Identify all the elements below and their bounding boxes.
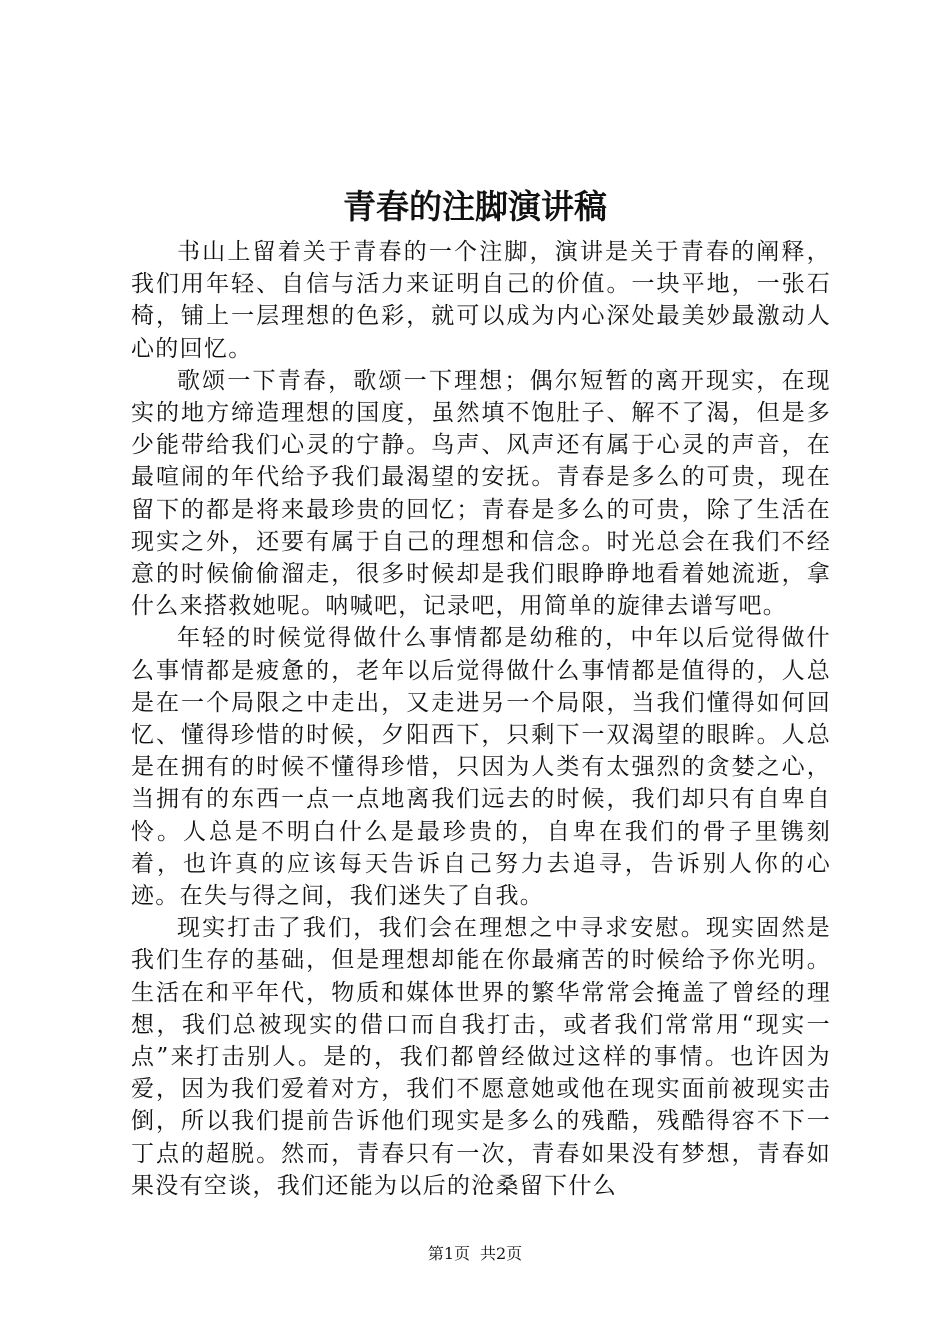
page-footer <box>0 1244 950 1264</box>
page-total: 共2页 <box>480 1244 523 1263</box>
document-body <box>131 236 831 1202</box>
paragraph: 现实打击了我们，我们会在理想之中寻求安慰。现实固然是我们生存的基础，但是理想却能在你最痛苦的时候给予你光明。生活在和平年代，物质和媒体世界的繁华常常会掩盖了曾经的理想，我们总被现实的借口而自我打击，或者我们常常用“现实一点”来打击别人。是的，我们都曾经做过这样的事情。也许因为爱，因为我们爱着对方，我们不愿意她或他在现实面前被现实击倒，所以我们提前告诉他们现实是多么的残酷，残酷得容不下一丁点的超脱。然而，青春只有一次，青春如果没有梦想，青春如果没有空谈，我们还能为以后的沧桑留下什么 <box>131 915 831 1199</box>
document-title: 青春的注脚演讲稿 <box>343 187 607 226</box>
paragraph: 年轻的时候觉得做什么事情都是幼稚的，中年以后觉得做什么事情都是疲惫的，老年以后觉得做什么事情都是值得的，人总是在一个局限之中走出，又走进另一个局限，当我们懂得如何回忆、懂得珍惜的时候，夕阳西下，只剩下一双渴望的眼眸。人总是在拥有的时候不懂得珍惜，只因为人类有太强烈的贪婪之心，当拥有的东西一点一点地离我们远去的时候，我们却只有自卑自怜。人总是不明白什么是最珍贵的，自卑在我们的骨子里镌刻着，也许真的应该每天告诉自己努力去追寻，告诉别人你的心迹。在失与得之间，我们迷失了自我。 <box>131 625 831 910</box>
paragraph: 歌颂一下青春，歌颂一下理想；偶尔短暂的离开现实，在现实的地方缔造理想的国度，虽然填不饱肚子、解不了渴，但是多少能带给我们心灵的宁静。鸟声、风声还有属于心灵的声音，在最喧闹的年代给予我们最渴望的安抚。青春是多么的可贵，现在留下的都是将来最珍贵的回忆；青春是多么的可贵，除了生活在现实之外，还要有属于自己的理想和信念。时光总会在我们不经意的时候偷偷溜走，很多时候却是我们眼睁睁地看着她流逝，拿什么来搭救她呢。呐喊吧，记录吧，用简单的旋律去谱写吧。 <box>131 367 831 620</box>
paragraph: 书山上留着关于青春的一个注脚，演讲是关于青春的阐释，我们用年轻、自信与活力来证明自己的价值。一块平地，一张石椅，铺上一层理想的色彩，就可以成为内心深处最美妙最激动人心的回忆。 <box>131 239 831 362</box>
page-number: 第1页 <box>427 1244 470 1263</box>
